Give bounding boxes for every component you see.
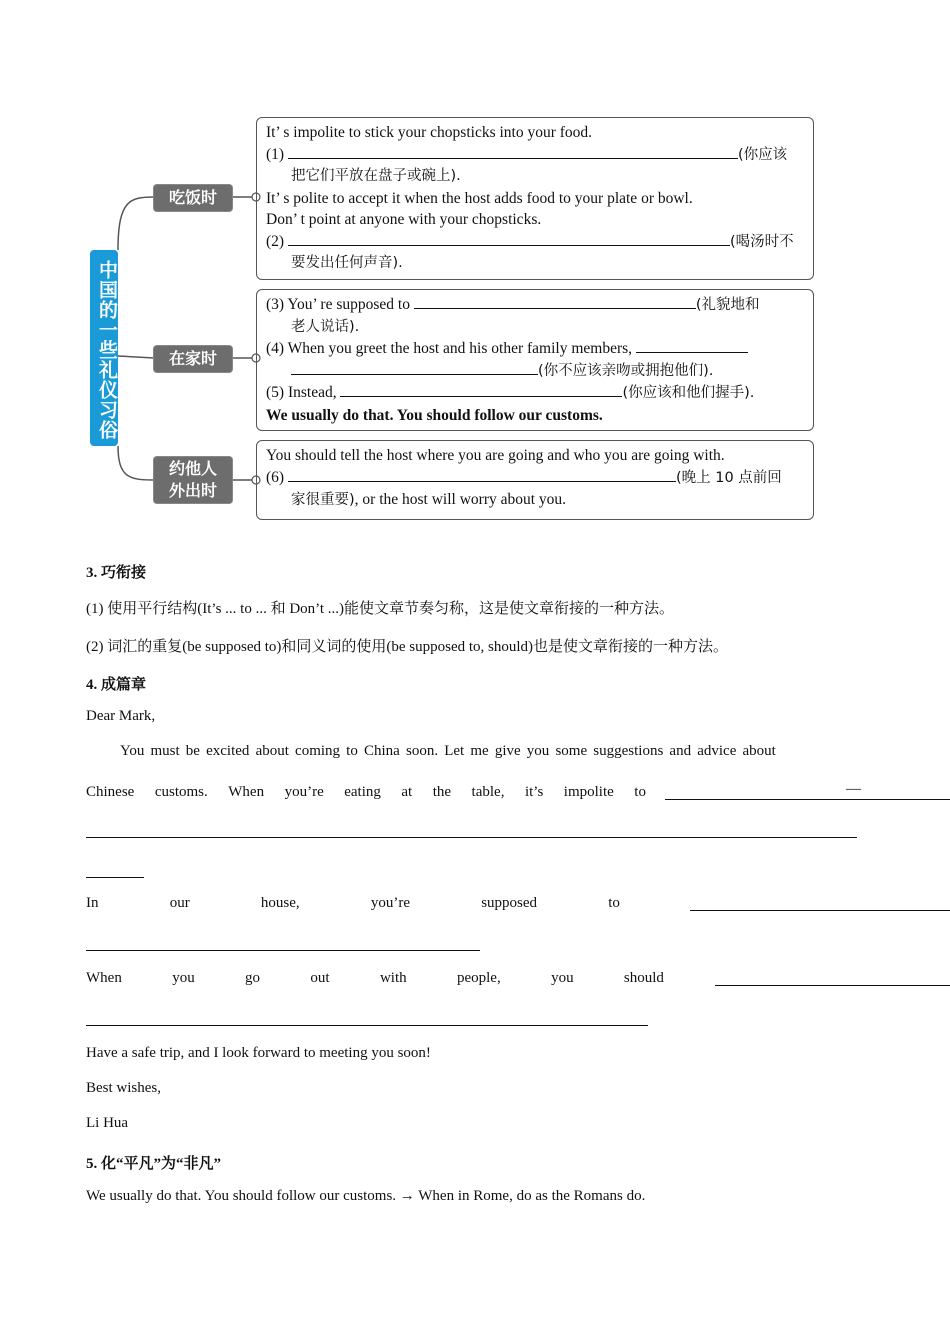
blank-line-1: (1) (你应该 [266,145,788,163]
answer-blank-6[interactable] [288,467,676,482]
answer-blank-letter-1c[interactable] [86,877,144,878]
answer-blank-letter-3[interactable] [715,985,950,986]
box-eating [256,117,814,280]
answer-blank-3[interactable] [414,294,696,309]
answer-blank-5[interactable] [340,382,622,397]
text-line: You should tell the host where you are going and who you are going with. [266,447,725,464]
letter-closing-2: Best wishes, [86,1080,161,1096]
answer-blank-letter-3b[interactable] [86,1025,648,1026]
text-line: 要发出任何声音). [291,255,403,271]
letter-paragraph-1: You must be excited about coming to China soon. Let me give you some suggestions and advice about [120,743,776,759]
section-5-text: We usually do that. You should follow our customs. → When in Rome, do as the Romans do. [86,1188,646,1204]
section-3-point-1: (1) 使用平行结构(It’s ... to ... 和 Don’t ...)能使文章节奏匀称，这是使文章衔接的一种方法。 [86,601,675,617]
tag-at-home: 在家时 [154,346,232,372]
section-3-point-2: (2) 词汇的重复(be supposed to)和同义词的使用(be supposed to, should)也是使文章衔接的一种方法。 [86,639,729,655]
tag-going-out: 约他人外出时 [154,457,232,503]
blank-line-6: (6) (晚上 10 点前回 [266,468,782,486]
letter-closing-1: Have a safe trip, and I look forward to meeting you soon! [86,1045,431,1061]
box-at-home [256,289,814,431]
text-line: Don’ t point at anyone with your chopsticks. [266,211,542,228]
letter-line-2: Chinese customs. When you’re eating at the table, it’s impolite to [86,784,646,800]
tag-eating: 吃饭时 [154,185,232,211]
text-line: 老人说话). [291,318,360,335]
letter-greeting: Dear Mark, [86,708,156,724]
answer-blank-2[interactable] [288,231,730,246]
dash-mark: — [846,781,861,797]
text-line: It’ s impolite to stick your chopsticks into your food. [266,124,593,141]
box-going-out [256,440,814,520]
letter-line-4: When you go out with people, you should [86,970,664,986]
blank-line-5: (5) Instead, (你应该和他们握手). [266,384,755,401]
text-line: 把它们平放在盘子或碗上). [291,168,461,184]
section-4-title: 4. 成篇章 [86,677,147,693]
blank-line-4b: (你不应该亲吻或拥抱他们). [266,360,805,383]
text-line: It’ s polite to accept it when the host adds food to your plate or bowl. [266,189,693,207]
mindmap-center-label: 中国的一些礼仪习俗 [90,250,118,446]
section-5-title: 5. 化“平凡”为“非凡” [86,1156,222,1172]
answer-blank-letter-2[interactable] [690,910,950,911]
answer-blank-4[interactable] [636,338,748,353]
text-line: 家很重要), or the host will worry about you. [291,491,567,508]
letter-line-3: In our house, you’re supposed to [86,895,620,911]
section-3-title: 3. 巧衔接 [86,565,147,581]
blank-line-4: (4) When you greet the host and his other family members, [266,338,805,360]
answer-blank-4b[interactable] [291,360,538,375]
answer-blank-1[interactable] [288,144,738,159]
answer-blank-letter-2b[interactable] [86,950,480,951]
text-line: We usually do that. You should follow our customs. [266,406,603,424]
letter-signature: Li Hua [86,1115,129,1131]
blank-line-3: (3) You’ re supposed to (礼貌地和 [266,296,760,313]
blank-line-2: (2) (喝汤时不 [266,232,794,250]
answer-blank-letter-1[interactable] [665,799,950,800]
answer-blank-letter-1b[interactable] [86,837,857,838]
